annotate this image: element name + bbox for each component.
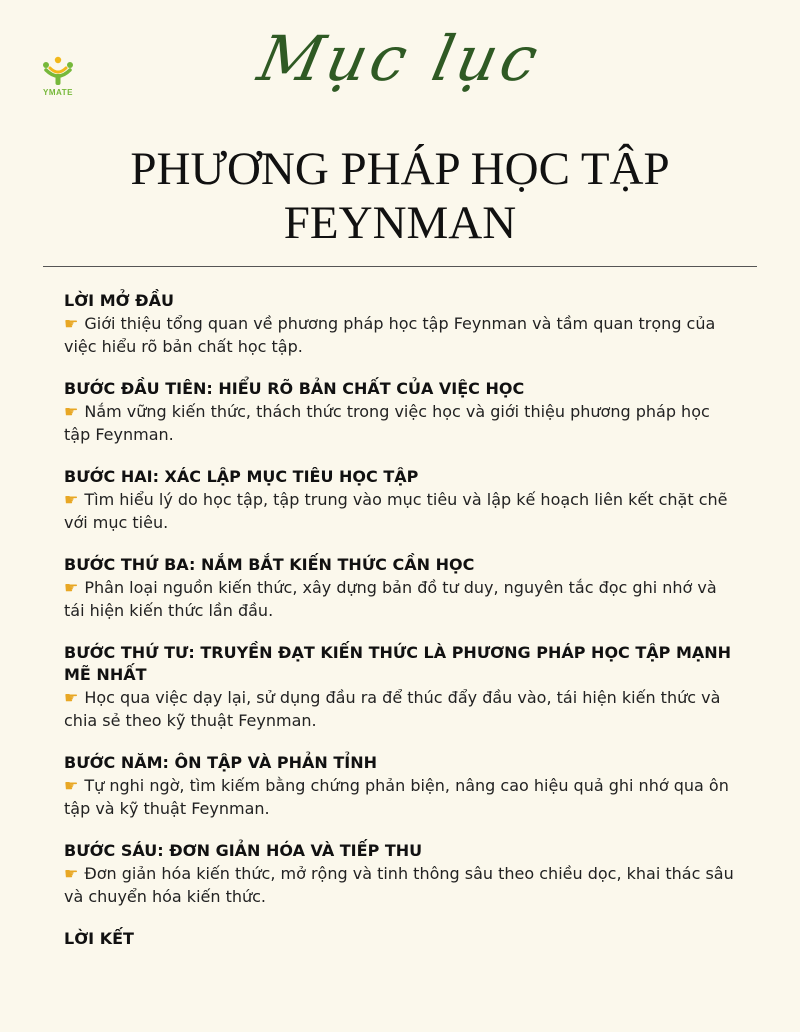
toc-item-step-3	[64, 554, 740, 622]
toc-item-step-5	[64, 752, 740, 820]
toc-description	[64, 774, 740, 820]
title-line-2: FEYNMAN	[283, 197, 517, 249]
toc-description	[64, 862, 740, 908]
pointing-hand-icon: ☛	[64, 864, 79, 883]
toc-item-step-1	[64, 378, 740, 446]
divider	[43, 266, 757, 267]
pointing-hand-icon: ☛	[64, 578, 79, 597]
pointing-hand-icon: ☛	[64, 314, 79, 333]
toc-description-text: Tìm hiểu lý do học tập, tập trung vào mục tiêu và lập kế hoạch liên kết chặt chẽ với mục tiêu.	[64, 490, 728, 532]
table-of-contents	[64, 290, 740, 970]
page-title	[0, 142, 800, 250]
toc-item-step-6	[64, 840, 740, 908]
toc-description-text: Giới thiệu tổng quan về phương pháp học tập Feynman và tầm quan trọng của việc hiểu rõ bản chất học tập.	[64, 314, 716, 356]
toc-heading: BƯỚC ĐẦU TIÊN: HIỂU RÕ BẢN CHẤT CỦA VIỆC HỌC	[64, 379, 525, 398]
toc-description	[64, 576, 740, 622]
pointing-hand-icon: ☛	[64, 490, 79, 509]
toc-description-text: Tự nghi ngờ, tìm kiếm bằng chứng phản biện, nâng cao hiệu quả ghi nhớ qua ôn tập và kỹ thuật Feynman.	[64, 776, 729, 818]
toc-item-step-4	[64, 642, 740, 732]
toc-heading: BƯỚC HAI: XÁC LẬP MỤC TIÊU HỌC TẬP	[64, 467, 419, 486]
toc-description-text: Nắm vững kiến thức, thách thức trong việc học và giới thiệu phương pháp học tập Feynman.	[64, 402, 710, 444]
toc-heading: BƯỚC THỨ TƯ: TRUYỀN ĐẠT KIẾN THỨC LÀ PHƯƠNG PHÁP HỌC TẬP MẠNH MẼ NHẤT	[64, 643, 732, 684]
toc-description	[64, 488, 740, 534]
toc-description	[64, 400, 740, 446]
pointing-hand-icon: ☛	[64, 776, 79, 795]
pointing-hand-icon: ☛	[64, 688, 79, 707]
toc-description-text: Phân loại nguồn kiến thức, xây dựng bản đồ tư duy, nguyên tắc đọc ghi nhớ và tái hiện kiến thức lần đầu.	[64, 578, 717, 620]
script-title: Mục lục	[252, 22, 548, 95]
logo-text: YMATE	[43, 88, 73, 97]
toc-description	[64, 686, 740, 732]
toc-heading: LỜI KẾT	[64, 929, 134, 948]
toc-heading: BƯỚC NĂM: ÔN TẬP VÀ PHẢN TỈNH	[64, 753, 378, 772]
toc-heading: LỜI MỞ ĐẦU	[64, 291, 174, 310]
title-line-1: PHƯƠNG PHÁP HỌC TẬP	[130, 143, 670, 195]
toc-item-step-2	[64, 466, 740, 534]
toc-description	[64, 312, 740, 358]
toc-heading: BƯỚC SÁU: ĐƠN GIẢN HÓA VÀ TIẾP THU	[64, 841, 423, 860]
toc-description-text: Học qua việc dạy lại, sử dụng đầu ra để thúc đẩy đầu vào, tái hiện kiến thức và chia sẻ theo kỹ thuật Feynman.	[64, 688, 721, 730]
toc-heading: BƯỚC THỨ BA: NẮM BẮT KIẾN THỨC CẦN HỌC	[64, 555, 475, 574]
toc-item-conclusion	[64, 928, 740, 950]
toc-item-intro	[64, 290, 740, 358]
toc-description-text: Đơn giản hóa kiến thức, mở rộng và tinh thông sâu theo chiều dọc, khai thác sâu và chuyển hóa kiến thức.	[64, 864, 734, 906]
pointing-hand-icon: ☛	[64, 402, 79, 421]
